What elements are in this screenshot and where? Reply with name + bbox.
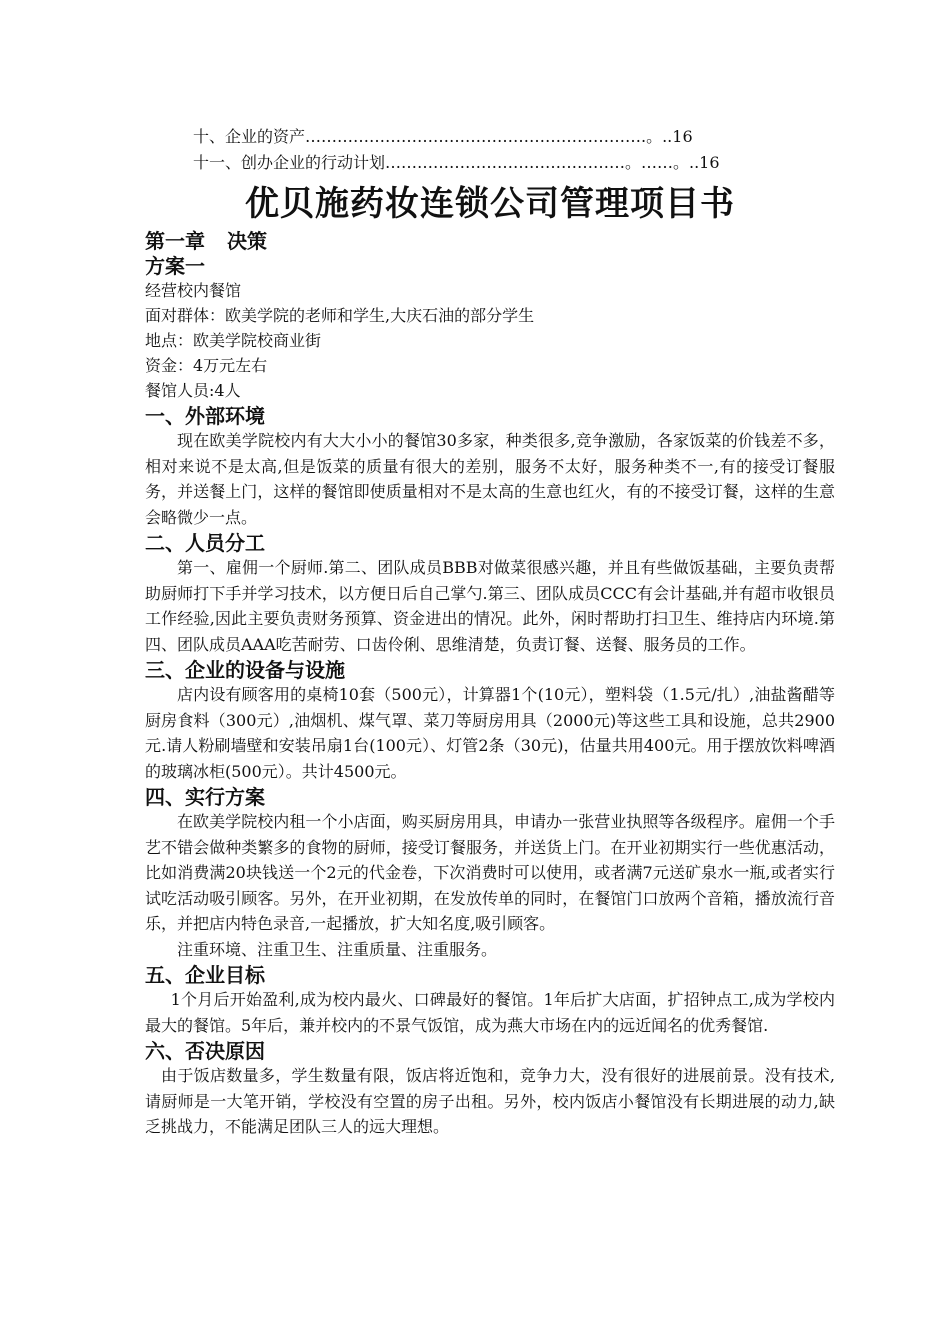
section-paragraph-equipment: 店内设有顾客用的桌椅10套（500元），计算器1个(10元），塑料袋（1.5元/扎）,油盐酱醋等厨房食料（300元）,油烟机、煤气罩、菜刀等厨房用具（2000元)等这些工具和设施，总共2900元.请人粉刷墙壁和安装吊扇1台(100元）、灯管2条（30元)，估量共用400元。用于摆放饮料啤酒的玻璃冰柜(500元）。共计4500元。 (145, 685, 835, 781)
section-paragraph-goals: 1个月后开始盈利,成为校内最火、口碑最好的餐馆。1年后扩大店面，扩招钟点工,成为学校内最大的餐馆。5年后，兼并校内的不景气饭馆，成为燕大市场在内的远近闻名的优秀餐馆. (145, 990, 835, 1035)
section-paragraph-staff-division: 第一、雇佣一个厨师.第二、团队成员BBB对做菜很感兴趣，并且有些做饭基础，主要负责帮助厨师打下手并学习技术，以方便日后自己掌勺.第三、团队成员CCC有会计基础,并有超市收银员工作经验,因此主要负责财务预算、资金进出的情况。此外，闲时帮助打扫卫生、维持店内环境.第四、团队成员AAA吃苦耐劳、口齿伶俐、思维清楚，负责订餐、送餐、服务员的工作。 (145, 558, 835, 654)
info-target-group: 面对群体：欧美学院的老师和学生,大庆石油的部分学生 (145, 306, 535, 325)
section-paragraph-implementation: 在欧美学院校内租一个小店面，购买厨房用具，申请办一张营业执照等各级程序。雇佣一个手艺不错会做种类繁多的食物的厨师，接受订餐服务，并送货上门。在开业初期实行一些优惠活动，比如消费满20块钱送一个2元的代金卷，下次消费时可以使用，或者满7元送矿泉水一瓶,或者实行试吃活动吸引顾客。另外，在开业初期，在发放传单的同时，在餐馆门口放两个音箱，播放流行音乐，并把店内特色录音,一起播放，扩大知名度,吸引顾客。 (145, 812, 835, 933)
info-location: 地点：欧美学院校商业街 (145, 331, 322, 350)
section-heading-goals: 五、企业目标 (145, 963, 265, 987)
document-page (145, 124, 835, 1140)
section-paragraph-implementation-focus: 注重环境、注重卫生、注重质量、注重服务。 (177, 939, 498, 959)
info-staff: 餐馆人员:4人 (145, 381, 241, 400)
document-title: 优贝施药妆连锁公司管理项目书 (245, 184, 735, 224)
section-paragraph-rejection-reasons: 由于饭店数量多，学生数量有限，饭店将近饱和，竞争力大，没有很好的进展前景。没有技术,请厨师是一大笔开销，学校没有空置的房子出租。另外，校内饭店小餐馆没有长期进展的动力,缺乏挑战力，不能满足团队三人的远大理想。 (145, 1066, 835, 1136)
info-business-type: 经营校内餐馆 (145, 281, 242, 300)
section-heading-implementation: 四、实行方案 (145, 785, 265, 809)
chapter-heading (145, 228, 835, 254)
chapter-label: 第一章 (145, 229, 205, 253)
toc-item-assets[interactable]: 十、企业的资产……………………………………………………….。..16 (193, 127, 693, 146)
section-heading-external-environment: 一、外部环境 (145, 404, 265, 428)
plan-heading: 方案一 (145, 254, 205, 278)
info-funding: 资金：4万元左右 (145, 356, 268, 375)
section-heading-equipment: 三、企业的设备与设施 (145, 658, 345, 682)
section-heading-staff-division: 二、人员分工 (145, 531, 265, 555)
section-paragraph-external-environment: 现在欧美学院校内有大大小小的餐馆30多家，种类很多,竞争激励，各家饭菜的价钱差不多，相对来说不是太高,但是饭菜的质量有很大的差别，服务不太好，服务种类不一,有的接受订餐服务，并送餐上门，这样的餐馆即使质量相对不是太高的生意也红火，有的不接受订餐，这样的生意会略微少一点。 (145, 431, 835, 527)
toc-item-action-plan[interactable]: 十一、创办企业的行动计划………………………………………。……。..16 (193, 153, 720, 172)
section-heading-rejection-reasons: 六、否决原因 (145, 1039, 265, 1063)
chapter-name: 决策 (227, 229, 267, 253)
